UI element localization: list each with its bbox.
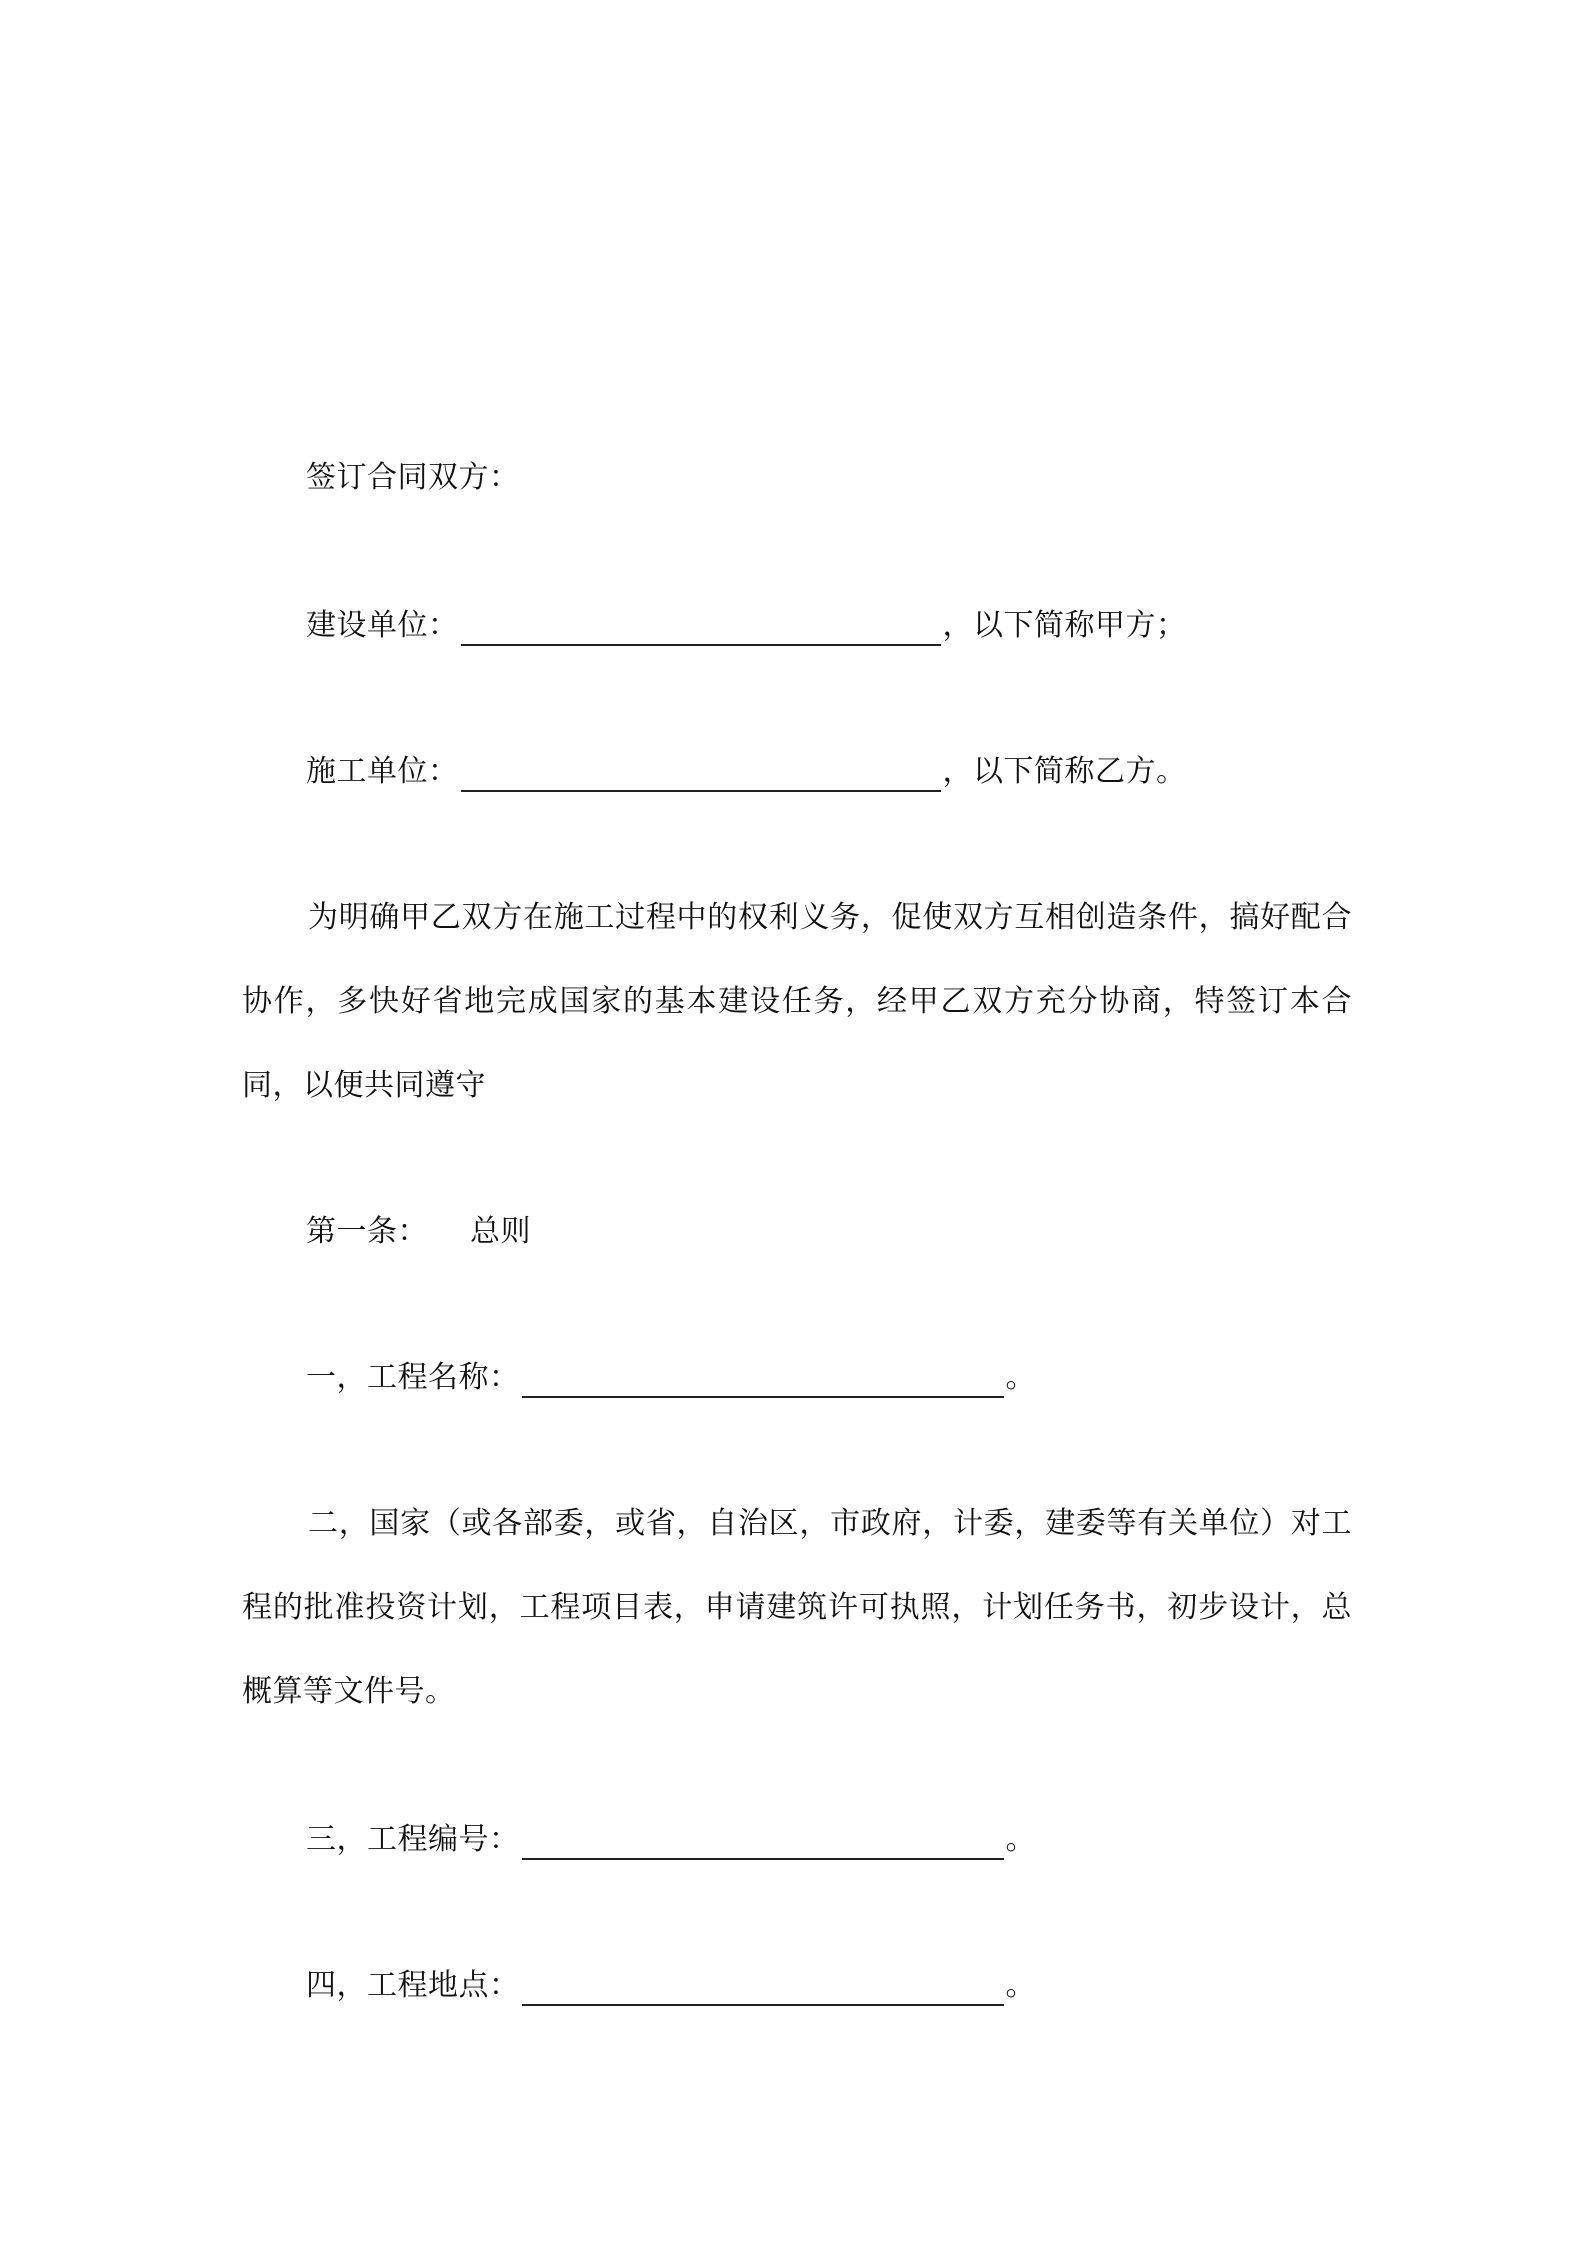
item-2-paragraph bbox=[242, 1482, 1352, 1734]
parties-heading bbox=[306, 458, 520, 498]
item-3-line bbox=[306, 1820, 1036, 1860]
item-4-line bbox=[306, 1966, 1036, 2006]
item-4-blank[interactable] bbox=[522, 1974, 1004, 2006]
party-a-blank[interactable] bbox=[461, 614, 941, 646]
party-a-line bbox=[306, 606, 1187, 646]
parties-heading-text: 签订合同双方： bbox=[306, 460, 520, 495]
item-1-suffix: 。 bbox=[1005, 1360, 1036, 1395]
item-3-blank[interactable] bbox=[522, 1828, 1004, 1860]
item-4-label: 四，工程地点： bbox=[306, 1968, 520, 2003]
article-1-number: 第一条： bbox=[306, 1214, 428, 1249]
item-2-paragraph-text: 二，国家（或各部委，或省，自治区，市政府，计委，建委等有关单位）对工程的批准投资计划，工程项目表，申请建筑许可执照，计划任务书，初步设计，总概算等文件号。 bbox=[242, 1506, 1352, 1709]
intro-paragraph bbox=[242, 876, 1352, 1128]
article-1-heading bbox=[306, 1212, 531, 1252]
item-4-suffix: 。 bbox=[1005, 1968, 1036, 2003]
item-1-line bbox=[306, 1358, 1036, 1398]
party-a-label: 建设单位： bbox=[306, 608, 459, 643]
party-b-label: 施工单位： bbox=[306, 754, 459, 789]
item-3-suffix: 。 bbox=[1005, 1822, 1036, 1857]
party-a-suffix: ，以下简称甲方； bbox=[942, 608, 1187, 643]
item-1-label: 一，工程名称： bbox=[306, 1360, 520, 1395]
item-1-blank[interactable] bbox=[522, 1366, 1004, 1398]
party-b-line bbox=[306, 752, 1187, 792]
party-b-blank[interactable] bbox=[461, 760, 941, 792]
intro-paragraph-text: 为明确甲乙双方在施工过程中的权利义务，促使双方互相创造条件，搞好配合协作，多快好省地完成国家的基本建设任务，经甲乙双方充分协商，特签订本合同，以便共同遵守 bbox=[242, 900, 1352, 1103]
item-3-label: 三，工程编号： bbox=[306, 1822, 520, 1857]
party-b-suffix: ，以下简称乙方。 bbox=[942, 754, 1187, 789]
article-1-title: 总则 bbox=[470, 1214, 531, 1249]
